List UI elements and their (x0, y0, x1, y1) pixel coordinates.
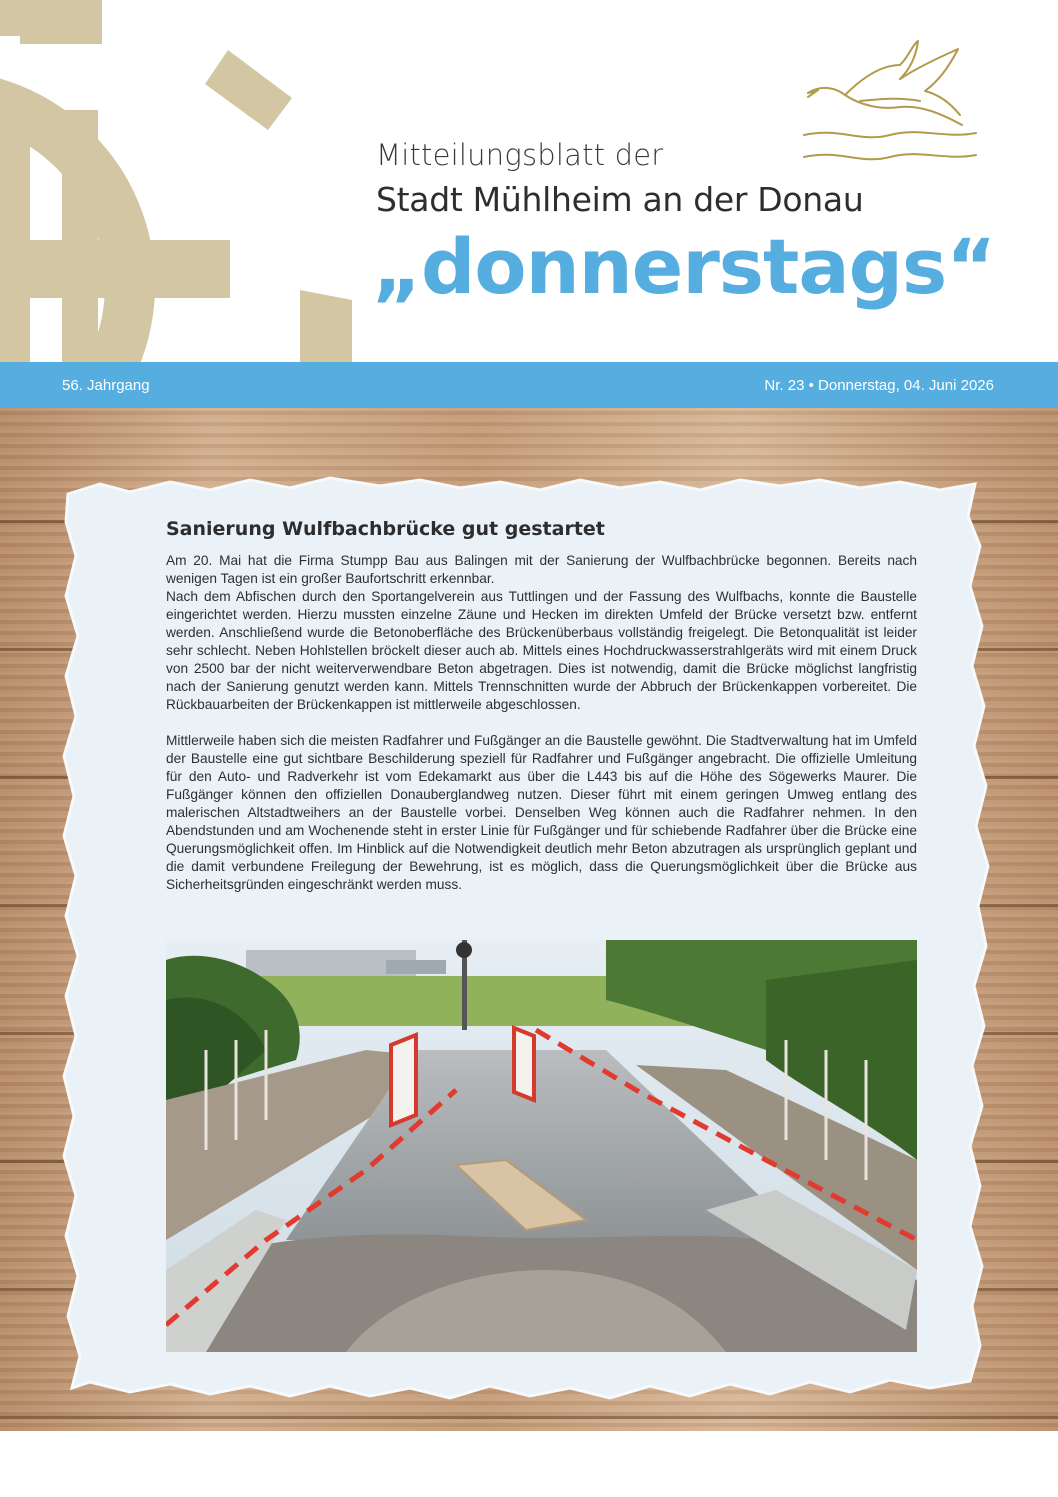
article-body (166, 552, 917, 894)
issue-label: Nr. 23 • Donnerstag, 04. Juni 2026 (764, 377, 994, 394)
masthead (0, 0, 1058, 362)
issue-bar (0, 362, 1058, 408)
construction-photo (166, 940, 917, 1352)
volume-label: 56. Jahrgang (62, 377, 150, 394)
article-paragraph: Am 20. Mai hat die Firma Stumpp Bau aus Balingen mit der Sanierung der Wulfbachbrücke begonnen. Bereits nach wenigen Tagen ist ein großer Baufortschritt erkennbar. (166, 553, 917, 586)
bird-logo-icon (800, 35, 980, 175)
title-line-1: Mitteilungsblatt der (376, 138, 664, 172)
newspaper-title: „donnerstags“ (372, 222, 996, 311)
gear-logo-icon (0, 0, 360, 362)
article-title: Sanierung Wulfbachbrücke gut gestartet (166, 518, 605, 540)
article-paragraph: Nach dem Abfischen durch den Sportangelverein aus Tuttlingen und der Fassung des Wulfbachs, konnte die Baustelle eingerichtet werden. Hierzu mussten einzelne Zäune und Hecken im direkten Umfeld der Brücke versetzt bzw. entfernt werden. Anschließend wurde die Betonoberfläche des Brückenüberbaus vollständig freigelegt. Die Betonqualität ist leider sehr schlecht. Neben Hohlstellen bröckelt dieser auch ab. Mittels eines Hochdruckwasserstrahlgeräts wird mit einem Druck von 2500 bar der nicht weiterverwendbare Beton abgetragen. Dies ist notwendig, damit die Brücke möglichst langfristig nach der Sanierung genutzt werden kann. Mittels Trennschnitten wurde der Abbruch der Brückenkappen vorbereitet. Die Rückbauarbeiten der Brückenkappen ist mittlerweile abgeschlossen. (166, 589, 917, 712)
article-paragraph: Mittlerweile haben sich die meisten Radfahrer und Fußgänger an die Baustelle gewöhnt. Die Stadtverwaltung hat im Umfeld der Baustelle eine gut sichtbare Beschilderung speziell für Radfahrer und Fußgänger angebracht. Die offizielle Umleitung für den Auto- und Radverkehr ist vom Edekamarkt aus über die L443 bis auf die Höhe des Sögewerks Maurer. Die Fußgänger können den offiziellen Donauberglandweg nutzen. Dieser führt mit einem geringen Umweg entlang des malerischen Altstadtweihers an der Baustelle vorbei. Denselben Weg können auch die Radfahrer nehmen. In den Abendstunden und am Wochenende steht in erster Linie für Fußgänger und für schiebende Radfahrer über die Brücke eine Querungsmöglichkeit offen. Im Hinblick auf die Notwendigkeit deutlich mehr Beton abzutragen als ursprünglich geplant und die damit verbundene Freilegung der Bewehrung, ist es möglich, dass die Querungsmöglichkeit über die Brücke aus Sicherheitsgründen eingeschränkt werden muss. (166, 733, 917, 892)
title-line-2: Stadt Mühlheim an der Donau (376, 180, 864, 219)
